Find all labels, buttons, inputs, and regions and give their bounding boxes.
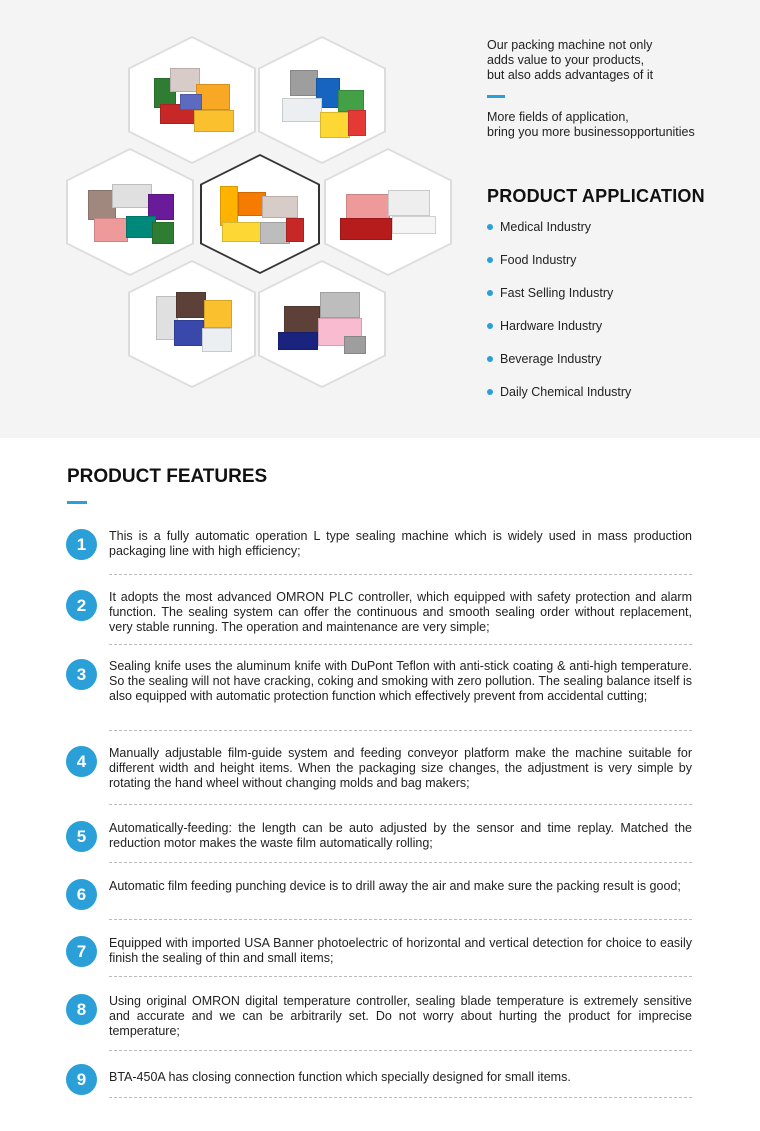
feature-number-badge: 8 xyxy=(66,994,97,1025)
feature-text: Manually adjustable film-guide system and feeding conveyor platform make the machine suitable for different width and height items. When the packaging size changes, the adjustment is very simple by rotating the hand wheel without changing molds and bag makers; xyxy=(109,746,692,790)
list-item-label: Food Industry xyxy=(500,253,577,267)
list-item-label: Fast Selling Industry xyxy=(500,286,614,300)
list-item-label: Beverage Industry xyxy=(500,352,602,366)
list-item-label: Hardware Industry xyxy=(500,319,603,333)
list-item xyxy=(487,319,631,352)
accent-dash xyxy=(67,501,87,504)
divider xyxy=(109,644,692,645)
feature-text: Sealing knife uses the aluminum knife with DuPont Teflon with anti-stick coating & anti-high temperature. So the sealing will not have cracking, coking and smoking with zero pollution. The sealing balance itself is also equipped with automatic protection function which effectively prevent from accidental cutting; xyxy=(109,659,692,703)
bullet-icon xyxy=(487,389,493,395)
feature-text: This is a fully automatic operation L type sealing machine which is widely used in mass production packaging line with high efficiency; xyxy=(109,529,692,558)
intro-line: Our packing machine not only xyxy=(487,38,653,52)
intro-line: adds value to your products, xyxy=(487,53,645,67)
list-item xyxy=(487,352,631,385)
feature-number-badge: 5 xyxy=(66,821,97,852)
bullet-icon xyxy=(487,224,493,230)
hex-image-gift-boxes xyxy=(324,148,452,276)
list-item-label: Medical Industry xyxy=(500,220,592,234)
hex-image-medical-boxes xyxy=(66,148,194,276)
feature-text: BTA-450A has closing connection function which specially designed for small items. xyxy=(109,1070,571,1084)
bullet-icon xyxy=(487,356,493,362)
list-item xyxy=(487,220,631,253)
list-item xyxy=(487,385,631,418)
product-hexagon-gallery xyxy=(62,36,462,406)
feature-text: Automatic film feeding punching device is to drill away the air and make sure the packing result is good; xyxy=(109,879,681,893)
list-item xyxy=(487,253,631,286)
feature-number-badge: 4 xyxy=(66,746,97,777)
features-title: PRODUCT FEATURES xyxy=(67,466,268,487)
intro-line: but also adds advantages of it xyxy=(487,68,654,82)
feature-number-badge: 3 xyxy=(66,659,97,690)
divider xyxy=(109,976,692,977)
feature-text: Using original OMRON digital temperature controller, sealing blade temperature is extremely sensitive and accurate and we can be arbitrarily set. Do not worry about hurting the product for imprecise temperature; xyxy=(109,994,692,1038)
hex-image-electronics-boxes xyxy=(258,260,386,388)
feature-number-badge: 6 xyxy=(66,879,97,910)
intro-line: bring you more businessopportunities xyxy=(487,125,695,139)
bullet-icon xyxy=(487,290,493,296)
list-item xyxy=(487,286,631,319)
application-section xyxy=(0,0,760,438)
divider xyxy=(109,730,692,731)
divider xyxy=(109,574,692,575)
feature-number-badge: 2 xyxy=(66,590,97,621)
feature-text: Equipped with imported USA Banner photoelectric of horizontal and vertical detection for choice to easily finish the sealing of thin and small items; xyxy=(109,936,692,965)
application-title: PRODUCT APPLICATION xyxy=(487,186,705,206)
intro-line: More fields of application, xyxy=(487,110,629,124)
divider xyxy=(109,862,692,863)
bullet-icon xyxy=(487,257,493,263)
feature-number-badge: 1 xyxy=(66,529,97,560)
accent-dash xyxy=(487,95,505,98)
divider xyxy=(109,804,692,805)
bullet-icon xyxy=(487,323,493,329)
feature-number-badge: 7 xyxy=(66,936,97,967)
hex-image-mixed-products xyxy=(200,154,320,274)
feature-text: It adopts the most advanced OMRON PLC controller, which equipped with safety protection and alarm function. The sealing system can offer the continuous and smooth sealing order without replacement, very stable running. The operation and maintenance are very simple; xyxy=(109,590,692,634)
application-list xyxy=(487,220,631,418)
feature-number-badge: 9 xyxy=(66,1064,97,1095)
intro-text xyxy=(487,38,747,140)
hex-image-tea-boxes xyxy=(128,260,256,388)
hex-image-cosmetic-boxes xyxy=(258,36,386,164)
hex-image-food-boxes xyxy=(128,36,256,164)
divider xyxy=(109,919,692,920)
divider xyxy=(109,1050,692,1051)
list-item-label: Daily Chemical Industry xyxy=(500,385,632,399)
feature-text: Automatically-feeding: the length can be auto adjusted by the sensor and time replay. Matched the reduction motor makes the waste film automatically rolling; xyxy=(109,821,692,850)
divider xyxy=(109,1097,692,1098)
